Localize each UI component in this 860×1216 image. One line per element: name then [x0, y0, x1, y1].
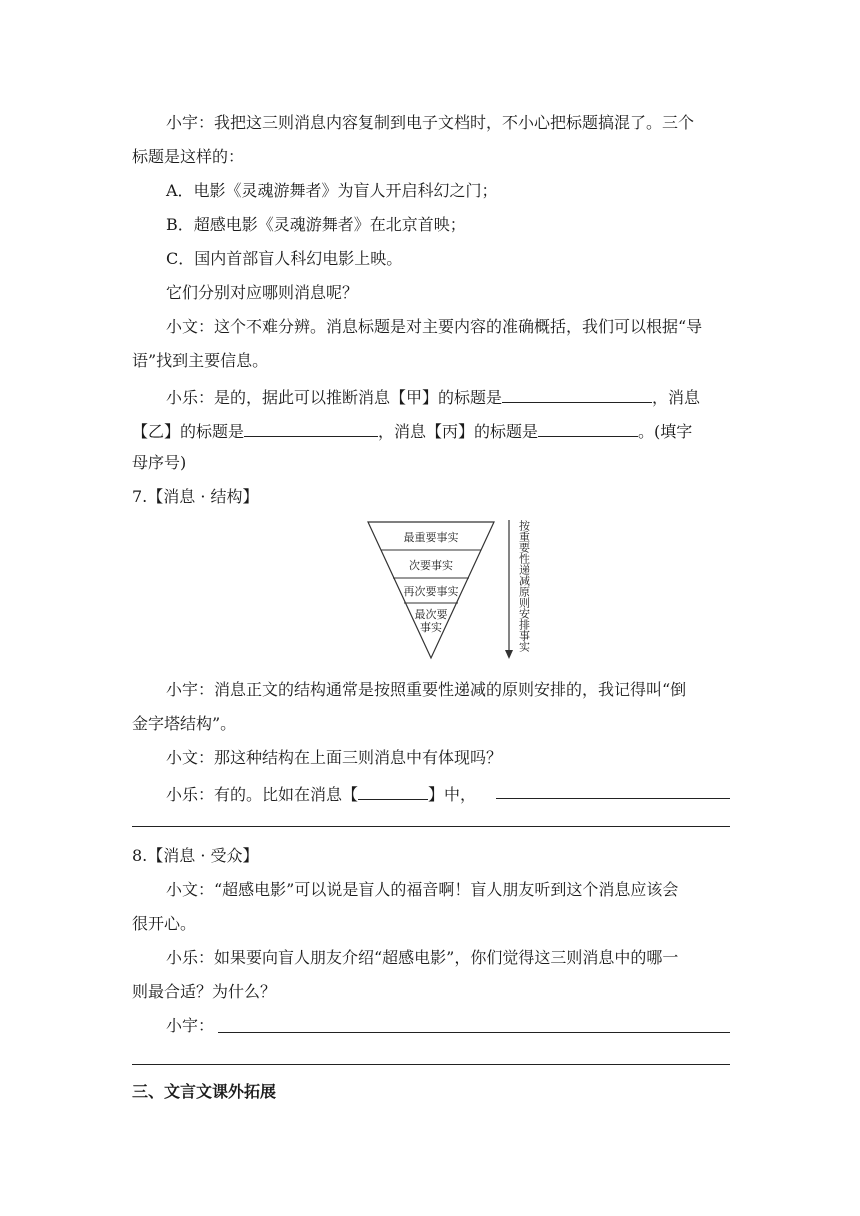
xiaoyu-paragraph-line1: 小宇：我把这三则消息内容复制到电子文档时，不小心把标题搞混了。三个 [166, 113, 695, 132]
xiaole-answer-text: ，消息【丙】的标题是 [378, 422, 539, 441]
importance-arrow-label: 按重要性递减原则安排事实 [517, 520, 531, 652]
importance-arrow-head [505, 650, 513, 659]
pyramid-level-3: 再次要事实 [403, 585, 459, 598]
q8-xiaoyu-label: 小宇： [166, 1016, 215, 1035]
option-a: A．电影《灵魂游舞者》为盲人开启科幻之门； [166, 181, 498, 200]
q7-heading: 7.【消息 · 结构】 [132, 487, 259, 506]
xiaole-answer-text: 【乙】的标题是 [132, 422, 245, 441]
pyramid-level-4b: 事实 [420, 621, 442, 634]
xiaoyu-paragraph-line2: 标题是这样的： [132, 147, 245, 166]
answer-blank-jia[interactable] [502, 385, 652, 403]
q8-answer-line[interactable] [132, 1064, 730, 1065]
q7-message-blank[interactable] [358, 782, 428, 800]
q7-xiaowen-line: 小文：那这种结构在上面三则消息中有体现吗？ [166, 748, 503, 767]
option-c: C．国内首部盲人科幻电影上映。 [166, 249, 403, 268]
xiaowen-paragraph-line2: 语”找到主要信息。 [132, 351, 269, 370]
q7-answer-line[interactable] [132, 826, 730, 827]
question-text: 它们分别对应哪则消息呢？ [166, 283, 359, 302]
q7-xiaole-line [166, 782, 732, 805]
pyramid-level-2: 次要事实 [409, 559, 453, 572]
xiaowen-paragraph-line1: 小文：这个不难分辨。消息标题是对主要内容的准确概括，我们可以根据“导 [166, 317, 703, 336]
xiaole-answer-line3: 母序号) [132, 453, 187, 472]
xiaole-answer-text: ，消息 [652, 388, 701, 407]
inverted-pyramid-diagram [364, 516, 544, 664]
q8-xiaowen-line1: 小文：“超感电影”可以说是盲人的福音啊！盲人朋友听到这个消息应该会 [166, 880, 679, 899]
q8-heading: 8.【消息 · 受众】 [132, 846, 259, 865]
xiaole-answer-text: 。(填字 [638, 422, 693, 441]
q7-xiaole-text: 小乐：有的。比如在消息【 [166, 785, 359, 804]
q8-answer-blank-inline[interactable] [218, 1032, 730, 1033]
q8-xiaole-line2: 则最合适？为什么？ [132, 982, 277, 1001]
q7-xiaole-text: 】中， [428, 785, 477, 804]
pyramid-level-1: 最重要事实 [403, 531, 459, 544]
q8-xiaole-line1: 小乐：如果要向盲人朋友介绍“超感电影”，你们觉得这三则消息中的哪一 [166, 948, 679, 967]
q7-xiaoyu-line1: 小宇：消息正文的结构通常是按照重要性递减的原则安排的，我记得叫“倒 [166, 680, 687, 699]
answer-blank-yi[interactable] [244, 419, 378, 437]
xiaole-answer-line2 [132, 419, 732, 442]
q7-answer-blank-inline[interactable] [496, 798, 730, 799]
pyramid-level-4: 最次要 [414, 608, 448, 621]
section-3-heading: 三、文言文课外拓展 [132, 1082, 277, 1101]
xiaole-answer-text: 小乐：是的，据此可以推断消息【甲】的标题是 [166, 388, 503, 407]
option-b: B．超感电影《灵魂游舞者》在北京首映； [166, 215, 466, 234]
q7-xiaoyu-line2: 金字塔结构”。 [132, 714, 237, 733]
q8-xiaowen-line2: 很开心。 [132, 914, 197, 933]
answer-blank-bing[interactable] [538, 419, 638, 437]
xiaole-answer-line1 [166, 385, 732, 408]
